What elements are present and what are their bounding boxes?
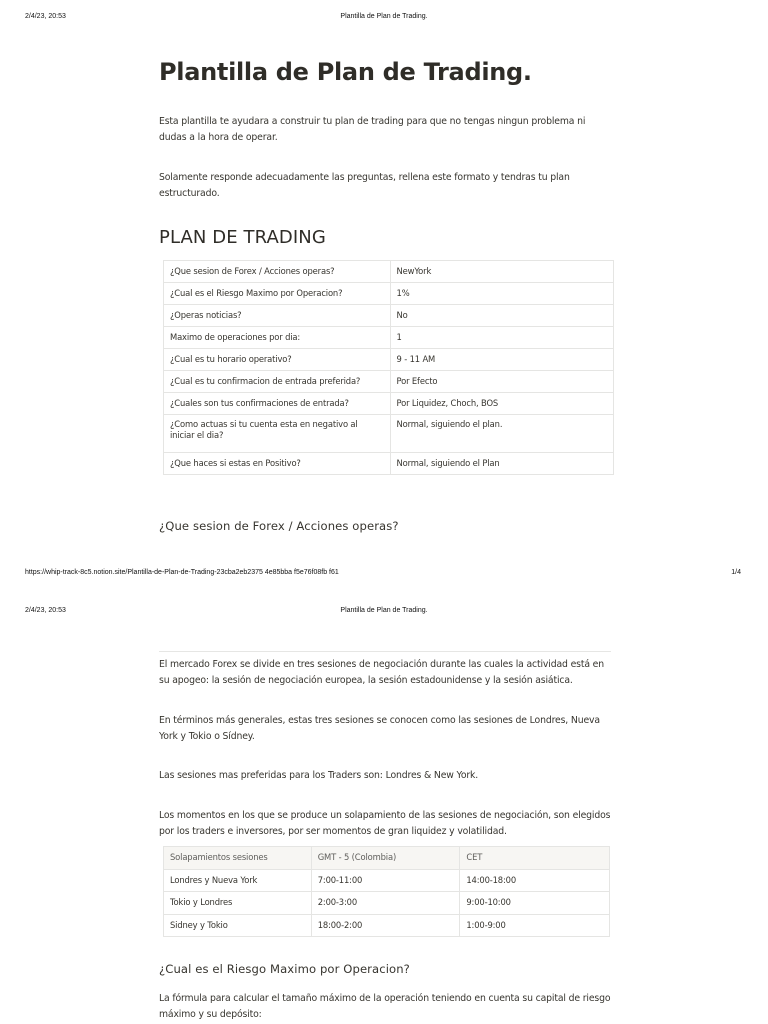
table-cell-answer: No [390, 305, 613, 327]
table-row [164, 453, 614, 475]
table-row [164, 349, 614, 371]
paragraph-formula [159, 991, 611, 1023]
table-cell-question: ¿Que haces si estas en Positivo? [164, 453, 391, 475]
print-url: https://whip-track-8c5.notion.site/Plantilla-de-Plan-de-Trading-23cba2eb2375 4e85bba f5e76f08fb f61 [25, 569, 339, 576]
table-cell-question: ¿Operas noticias? [164, 305, 391, 327]
table-cell-answer: Normal, siguiendo el Plan [390, 453, 613, 475]
table-cell-question: ¿Cual es tu confirmacion de entrada preferida? [164, 371, 391, 393]
table-cell-question: ¿Que sesion de Forex / Acciones operas? [164, 261, 391, 283]
paragraph-sessions [159, 657, 611, 689]
table-cell: Tokio y Londres [164, 892, 312, 915]
table-header-cell: GMT - 5 (Colombia) [311, 847, 460, 870]
table-cell: 9:00-10:00 [460, 892, 610, 915]
document-title-block [159, 58, 611, 86]
print-date: 2/4/23, 20:53 [25, 607, 66, 614]
sessions-text: El mercado Forex se divide en tres sesiones de negociación durante las cuales la actividad está en su apogeo: la sesión de negociación europea, la sesión estadounidense y la sesión asiática. [159, 659, 604, 686]
table-cell-question: ¿Cuales son tus confirmaciones de entrada? [164, 393, 391, 415]
table-cell: Londres y Nueva York [164, 869, 312, 892]
intro-text-1: Esta plantilla te ayudara a construir tu plan de trading para que no tengas ningun problema ni dudas a la hora de operar. [159, 116, 586, 143]
table-row [164, 327, 614, 349]
table-row [164, 261, 614, 283]
table-cell-answer: Normal, siguiendo el plan. [390, 415, 613, 453]
table-header-row [164, 847, 610, 870]
section-heading-block [159, 227, 611, 248]
table-cell: 14:00-18:00 [460, 869, 610, 892]
table-cell: 2:00-3:00 [311, 892, 460, 915]
table-cell-answer: Por Liquidez, Choch, BOS [390, 393, 613, 415]
paragraph-overlap [159, 808, 611, 840]
table-cell: 1:00-9:00 [460, 914, 610, 937]
table-row [164, 305, 614, 327]
table-row [164, 869, 610, 892]
table-cell-answer: 1 [390, 327, 613, 349]
overlap-text: Los momentos en los que se produce un solapamiento de las sesiones de negociación, son elegidos por los traders e inversores, por ser momentos de gran liquidez y volatilidad. [159, 810, 611, 837]
table-cell-answer: NewYork [390, 261, 613, 283]
sessions-table [163, 846, 610, 937]
table-row [164, 393, 614, 415]
table-cell-question: ¿Cual es tu horario operativo? [164, 349, 391, 371]
table-cell-question: ¿Cual es el Riesgo Maximo por Operacion? [164, 283, 391, 305]
formula-text: La fórmula para calcular el tamaño máximo de la operación teniendo en cuenta su capital de riesgo máximo y su depósito: [159, 993, 611, 1020]
subheading-block-session [159, 519, 611, 533]
section-heading: PLAN DE TRADING [159, 227, 326, 248]
table-cell-question: ¿Como actuas si tu cuenta esta en negativo al iniciar el dia? [164, 415, 391, 453]
preferred-sessions-text: Las sesiones mas preferidas para los Traders son: Londres & New York. [159, 770, 479, 781]
table-row [164, 415, 614, 453]
page-title: Plantilla de Plan de Trading. [159, 58, 532, 86]
page-number: 1/4 [731, 569, 741, 576]
table-cell-answer: 1% [390, 283, 613, 305]
table-cell-answer: 9 - 11 AM [390, 349, 613, 371]
general-terms-text: En términos más generales, estas tres sesiones se conocen como las sesiones de Londres, Nueva York y Tokio o Sídney. [159, 715, 600, 742]
paragraph-preferred [159, 768, 611, 784]
table-header-cell: CET [460, 847, 610, 870]
table-row [164, 914, 610, 937]
subheading-risk: ¿Cual es el Riesgo Maximo por Operacion? [159, 962, 410, 976]
paragraph-general-terms [159, 713, 611, 745]
table-row [164, 283, 614, 305]
print-title: Plantilla de Plan de Trading. [340, 13, 428, 20]
table-row [164, 892, 610, 915]
table-cell-question: Maximo de operaciones por dia: [164, 327, 391, 349]
subheading-block-risk [159, 962, 611, 976]
print-title: Plantilla de Plan de Trading. [340, 607, 428, 614]
print-date: 2/4/23, 20:53 [25, 13, 66, 20]
table-header-cell: Solapamientos sesiones [164, 847, 312, 870]
subheading-session: ¿Que sesion de Forex / Acciones operas? [159, 519, 399, 533]
table-cell: Sidney y Tokio [164, 914, 312, 937]
table-cell: 18:00-2:00 [311, 914, 460, 937]
plan-table [163, 260, 614, 475]
intro-text-2: Solamente responde adecuadamente las preguntas, rellena este formato y tendras tu plan estructurado. [159, 172, 570, 199]
divider [159, 651, 611, 652]
intro-paragraph-2 [159, 170, 611, 202]
table-cell: 7:00-11:00 [311, 869, 460, 892]
intro-paragraph-1 [159, 114, 611, 146]
table-cell-answer: Por Efecto [390, 371, 613, 393]
table-row [164, 371, 614, 393]
